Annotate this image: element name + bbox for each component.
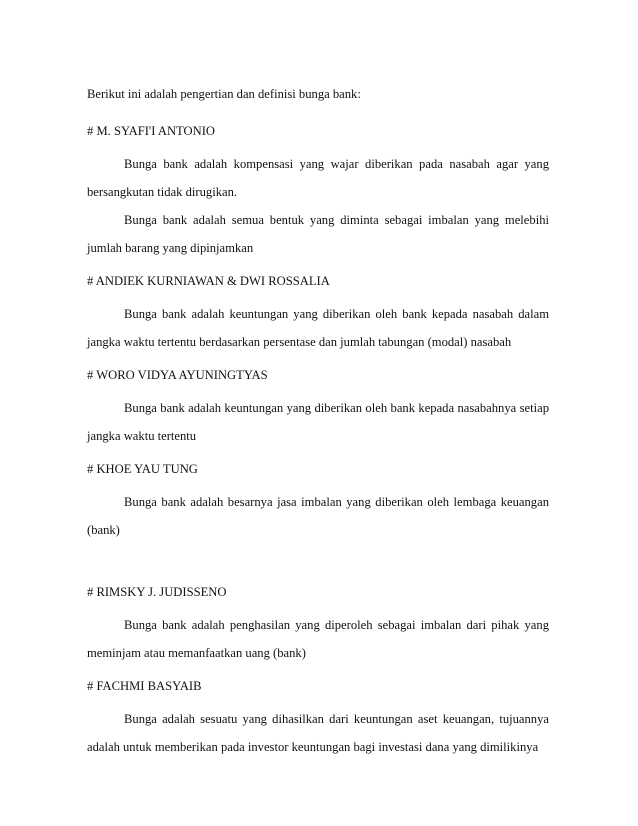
section-heading-woro-vidya: # WORO VIDYA AYUNINGTYAS (87, 368, 268, 382)
definition-paragraph: Bunga bank adalah kompensasi yang wajar diberikan pada nasabah agar yang bersangkutan tidak dirugikan. (87, 157, 549, 199)
definition-paragraph: Bunga bank adalah besarnya jasa imbalan yang diberikan oleh lembaga keuangan (bank) (87, 495, 549, 537)
definition-paragraph: Bunga bank adalah keuntungan yang diberikan oleh bank kepada nasabahnya setiap jangka waktu tertentu (87, 401, 549, 443)
definition-paragraph: Bunga bank adalah penghasilan yang diperoleh sebagai imbalan dari pihak yang meminjam atau memanfaatkan uang (bank) (87, 618, 549, 660)
document-body (87, 86, 549, 761)
section-heading-fachmi-basyaib: # FACHMI BASYAIB (87, 679, 202, 693)
section-heading-andiek-kurniawan: # ANDIEK KURNIAWAN & DWI ROSSALIA (87, 274, 330, 288)
intro-text: Berikut ini adalah pengertian dan definisi bunga bank: (87, 87, 361, 101)
section-heading-khoe-yau-tung: # KHOE YAU TUNG (87, 462, 198, 476)
definition-paragraph: Bunga adalah sesuatu yang dihasilkan dari keuntungan aset keuangan, tujuannya adalah untuk memberikan pada investor keuntungan bagi investasi dana yang dimilikinya (87, 712, 549, 754)
section-heading-syafii-antonio: # M. SYAFI'I ANTONIO (87, 124, 215, 138)
section-heading-rimsky-judisseno: # RIMSKY J. JUDISSENO (87, 585, 227, 599)
definition-paragraph: Bunga bank adalah semua bentuk yang diminta sebagai imbalan yang melebihi jumlah barang yang dipinjamkan (87, 213, 549, 255)
definition-paragraph: Bunga bank adalah keuntungan yang diberikan oleh bank kepada nasabah dalam jangka waktu tertentu berdasarkan persentase dan jumlah tabungan (modal) nasabah (87, 307, 549, 349)
